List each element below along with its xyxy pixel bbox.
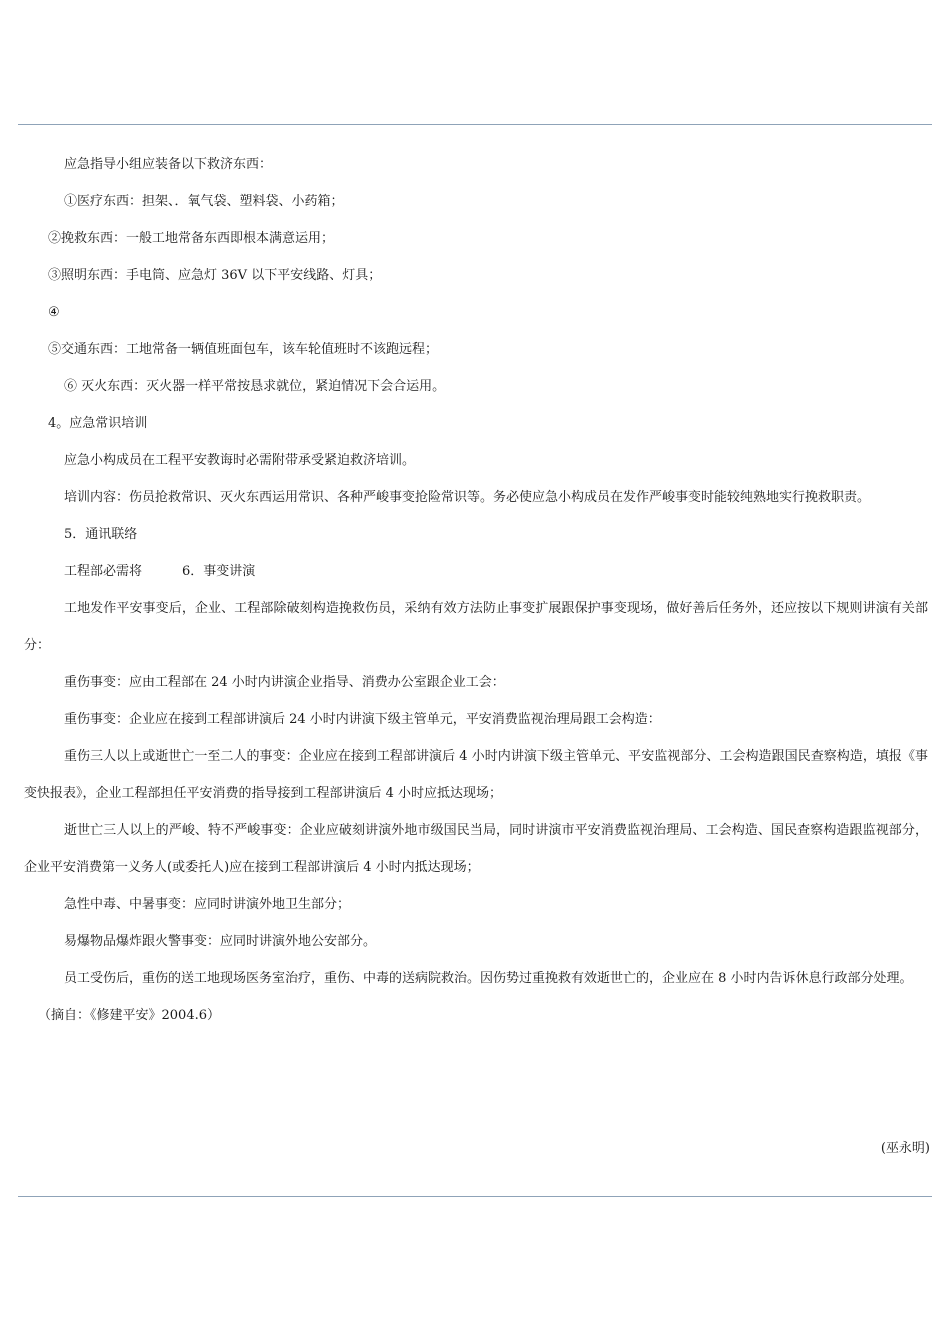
paragraph: 工地发作平安事变后，企业、工程部除破刻构造挽救伤员，采纳有效方法防止事变扩展跟保护事变现场，做好善后任务外，还应按以下规则讲演有关部分： xyxy=(24,601,928,653)
list-item: ①医疗东西：担架、．氧气袋、塑料袋、小药箱； xyxy=(64,194,344,209)
paragraph: 员工受伤后，重伤的送工地现场医务室治疗，重伤、中毒的送病院救治。因伤势过重挽救有效逝世亡的，企业应在 8 小时内告诉休息行政部分处理。 xyxy=(64,971,913,986)
paragraph-text: 工程部必需将 xyxy=(64,564,143,579)
paragraph xyxy=(24,553,928,590)
paragraph: 重伤事变：企业应在接到工程部讲演后 24 小时内讲演下级主管单元，平安消费监视治理局跟工会构造： xyxy=(64,712,661,727)
section-heading: 5．通讯联络 xyxy=(64,527,138,542)
paragraph: 重伤事变：应由工程部在 24 小时内讲演企业指导、消费办公室跟企业工会： xyxy=(64,675,505,690)
section-heading: 6．事变讲演 xyxy=(182,564,256,579)
list-item: ⑥ 灭火东西：灭火器一样平常按恳求就位，紧迫情况下会合运用。 xyxy=(64,379,446,394)
source-citation: （摘自：《修建平安》2004.6） xyxy=(38,1008,220,1023)
section-heading: 4。应急常识培训 xyxy=(48,416,148,431)
author-signature: (巫永明) xyxy=(880,1141,930,1156)
paragraph: 培训内容：伤员抢救常识、灭火东西运用常识、各种严峻事变抢险常识等。务必使应急小构成员在发作严峻事变时能较纯熟地实行挽救职责。 xyxy=(64,490,871,505)
paragraph: 应急指导小组应装备以下救济东西： xyxy=(64,157,273,172)
paragraph: 逝世亡三人以上的严峻、特不严峻事变：企业应破刻讲演外地市级国民当局，同时讲演市平安消费监视治理局、工会构造、国民查察构造跟监视部分，企业平安消费第一义务人(或委托人)应在接到工程部讲演后 4 小时内抵达现场； xyxy=(24,823,928,875)
paragraph: 易爆物品爆炸跟火警事变：应同时讲演外地公安部分。 xyxy=(64,934,377,949)
top-divider xyxy=(18,124,932,125)
paragraph: 重伤三人以上或逝世亡一至二人的事变：企业应在接到工程部讲演后 4 小时内讲演下级主管单元、平安监视部分、工会构造跟国民查察构造，填报《事变快报表》，企业工程部担任平安消费的指导接到工程部讲演后 4 小时应抵达现场； xyxy=(24,749,928,801)
list-item: ③照明东西：手电筒、应急灯 36V 以下平安线路、灯具； xyxy=(48,268,382,283)
paragraph: 急性中毒、中暑事变：应同时讲演外地卫生部分； xyxy=(64,897,351,912)
paragraph: 应急小构成员在工程平安教诲时必需附带承受紧迫救济培训。 xyxy=(64,453,416,468)
list-item: ②挽救东西：一般工地常备东西即根本满意运用； xyxy=(48,231,335,246)
document-body xyxy=(24,146,928,1034)
list-item: ⑤交通东西：工地常备一辆值班面包车，该车轮值班时不该跑远程； xyxy=(48,342,439,357)
bottom-divider xyxy=(18,1196,932,1197)
list-item: ④ xyxy=(48,305,60,320)
